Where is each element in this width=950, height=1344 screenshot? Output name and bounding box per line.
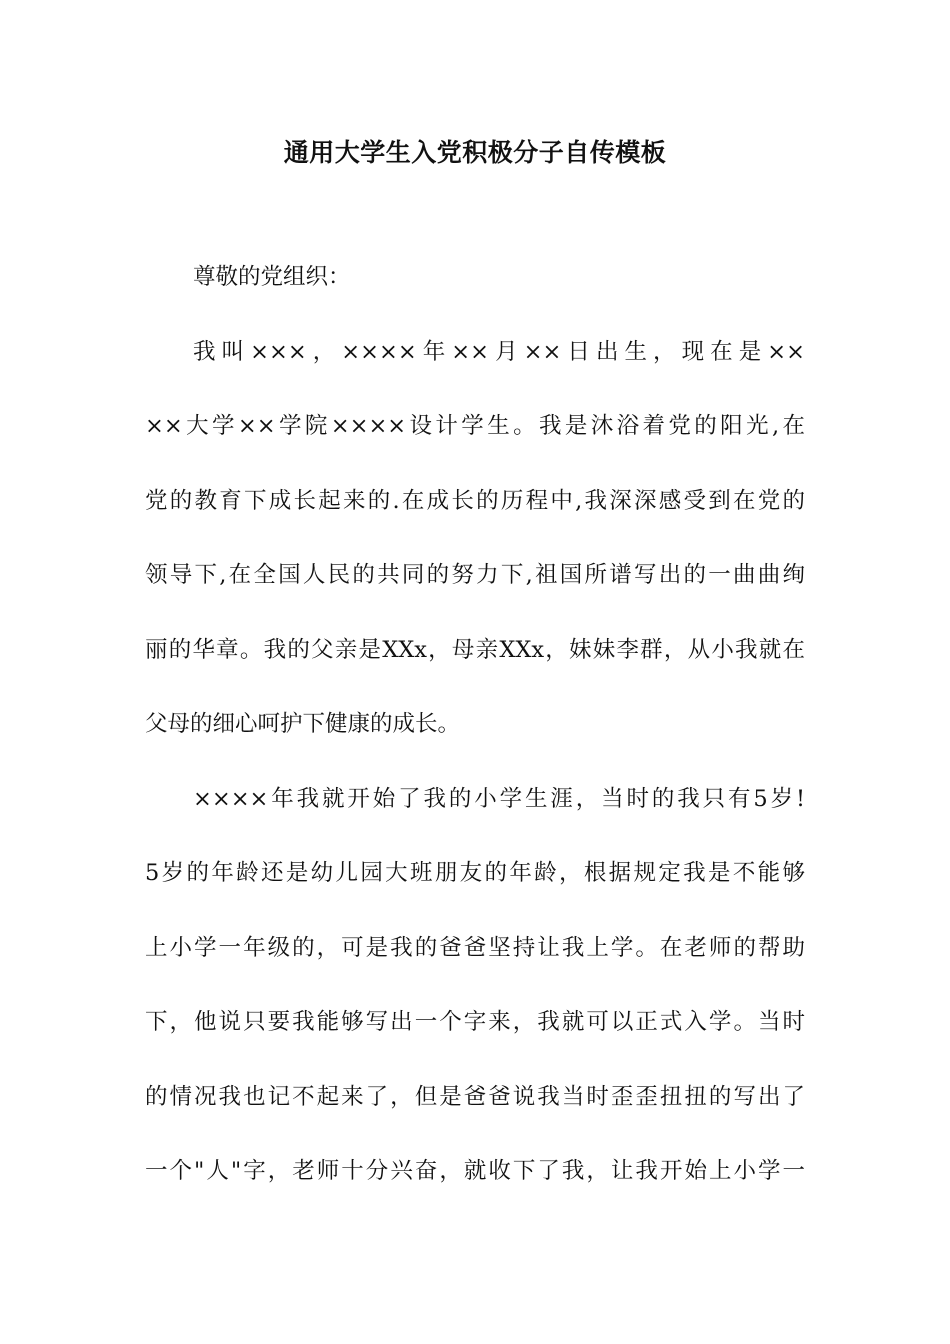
body-line-2: ××大学××学院××××设计学生。我是沐浴着党的阳光,在 (145, 413, 805, 439)
body-line-7: ××××年我就开始了我的小学生涯，当时的我只有5岁! (193, 786, 805, 812)
body-line-8: 5岁的年龄还是幼儿园大班朋友的年龄，根据规定我是不能够 (145, 860, 805, 886)
body-line-10: 下，他说只要我能够写出一个字来，我就可以正式入学。当时 (145, 1009, 805, 1035)
body-line-1: 我叫×××，××××年××月××日出生，现在是×× (193, 339, 805, 365)
body-line-11: 的情况我也记不起来了，但是爸爸说我当时歪歪扭扭的写出了 (145, 1084, 805, 1110)
body-line-4: 领导下,在全国人民的共同的努力下,祖国所谱写出的一曲曲绚 (145, 562, 805, 588)
body-line-12: 一个"人"字，老师十分兴奋，就收下了我，让我开始上小学一 (145, 1158, 805, 1184)
body-line-9: 上小学一年级的，可是我的爸爸坚持让我上学。在老师的帮助 (145, 935, 805, 961)
body-line-5: 丽的华章。我的父亲是XXx，母亲XXx，妹妹李群，从小我就在 (145, 637, 805, 663)
body-line-3: 党的教育下成长起来的.在成长的历程中,我深深感受到在党的 (145, 488, 805, 514)
salutation: 尊敬的党组织： (193, 264, 351, 290)
body-line-6: 父母的细心呵护下健康的成长。 (145, 711, 461, 737)
document-title: 通用大学生入党积极分子自传模板 (283, 138, 667, 167)
